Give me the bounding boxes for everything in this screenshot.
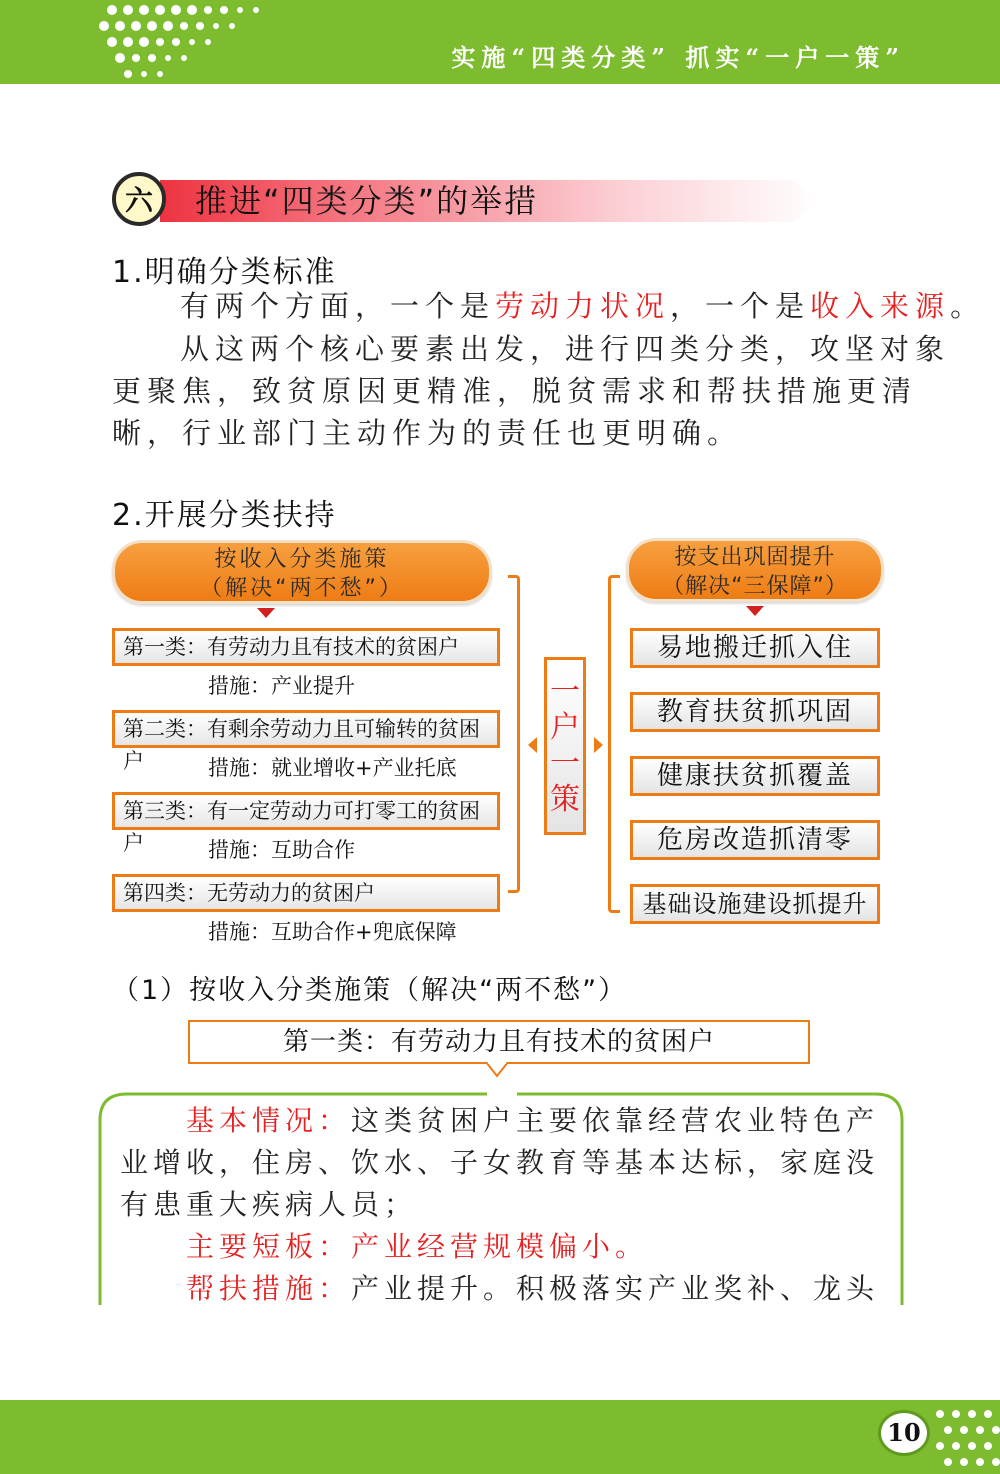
support-item-2: 教育扶贫抓巩固: [630, 692, 880, 732]
section-title: 推进“四类分类”的举措: [195, 182, 539, 220]
arrow-left-icon: [528, 737, 537, 753]
center-char-1: 一: [550, 674, 580, 709]
category-measure-4: 措施：互助合作+兜底保障: [208, 920, 457, 944]
section-number-badge: 六: [112, 172, 166, 226]
help-line: [120, 1268, 890, 1310]
support-item-5: 基础设施建设抓提升: [630, 884, 880, 924]
center-char-4: 策: [550, 782, 580, 817]
center-char-2: 户: [550, 710, 580, 745]
p1-highlight-labor: 劳动力状况: [495, 289, 671, 323]
p1-end: 。: [950, 289, 986, 323]
part1-paragraph-2-line2: 更聚焦，致贫原因更精准，脱贫需求和帮扶措施更清: [112, 374, 918, 408]
one-household-one-policy-box: [544, 657, 586, 835]
part1-paragraph-2-line1: 从这两个核心要素出发，进行四类分类，攻坚对象: [180, 332, 951, 366]
income-pill-line2: （解决“两不愁”）: [200, 576, 404, 601]
basic-line1: [120, 1100, 890, 1142]
right-bracket: [608, 575, 620, 913]
help-label: 帮扶措施：: [186, 1272, 352, 1305]
arrow-right-icon: [594, 737, 603, 753]
category-box-4: 第四类：无劳动力的贫困户: [112, 874, 500, 912]
expense-pill-line2: （解决“三保障”）: [662, 574, 848, 599]
support-item-3: 健康扶贫抓覆盖: [630, 756, 880, 796]
class-title-box: 第一类：有劳动力且有技术的贫困户: [188, 1020, 810, 1064]
basic-line3: 有患重大疾病人员；: [120, 1188, 418, 1221]
running-header: 实施“四类分类” 抓实“一户一策”: [451, 43, 905, 72]
chevron-down-icon: [746, 606, 764, 616]
p1-prefix: 有两个方面，一个是: [180, 289, 496, 323]
left-bracket: [508, 575, 520, 893]
category-measure-3: 措施：互助合作: [208, 838, 355, 862]
part1-paragraph-1: [180, 285, 985, 327]
support-item-4: 危房改造抓清零: [630, 820, 880, 860]
p1-highlight-income: 收入来源: [810, 289, 951, 323]
part1-heading: 1.明确分类标准: [112, 255, 337, 290]
page-number: 10: [878, 1410, 930, 1456]
basic-text-1: 这类贫困户主要依靠经营农业特色产: [351, 1104, 880, 1137]
category-measure-1: 措施：产业提升: [208, 674, 355, 698]
income-pill-line1: 按收入分类施策: [214, 547, 390, 572]
subsection-heading: （1）按收入分类施策（解决“两不愁”）: [112, 975, 628, 1006]
basic-line2: 业增收，住房、饮水、子女教育等基本达标，家庭没: [120, 1146, 880, 1179]
basic-label: 基本情况：: [186, 1104, 352, 1137]
chevron-down-icon: [257, 608, 275, 618]
info-body: [120, 1100, 890, 1310]
category-box-2: 第二类：有剩余劳动力且可输转的贫困户: [112, 710, 500, 748]
income-pill: [112, 540, 492, 604]
category-measure-2: 措施：就业增收+产业托底: [208, 756, 457, 780]
short-line: [120, 1226, 890, 1268]
center-char-3: 一: [550, 746, 580, 781]
expense-pill-line1: 按支出巩固提升: [674, 545, 836, 570]
short-text: 产业经营规模偏小。: [351, 1230, 649, 1263]
header-dot-pattern: [0, 0, 330, 84]
short-label: 主要短板：: [186, 1230, 352, 1263]
support-item-1: 易地搬迁抓入住: [630, 628, 880, 668]
part2-heading: 2.开展分类扶持: [112, 498, 337, 533]
p1-mid: ，一个是: [670, 289, 811, 323]
category-box-3: 第三类：有一定劳动力可打零工的贫困户: [112, 792, 500, 830]
help-text: 产业提升。积极落实产业奖补、龙头: [351, 1272, 880, 1305]
category-box-1: 第一类：有劳动力且有技术的贫困户: [112, 628, 500, 666]
part1-paragraph-2-line3: 晰，行业部门主动作为的责任也更明确。: [112, 416, 743, 450]
expense-pill: [626, 538, 884, 602]
callout-notch: [486, 1062, 508, 1078]
